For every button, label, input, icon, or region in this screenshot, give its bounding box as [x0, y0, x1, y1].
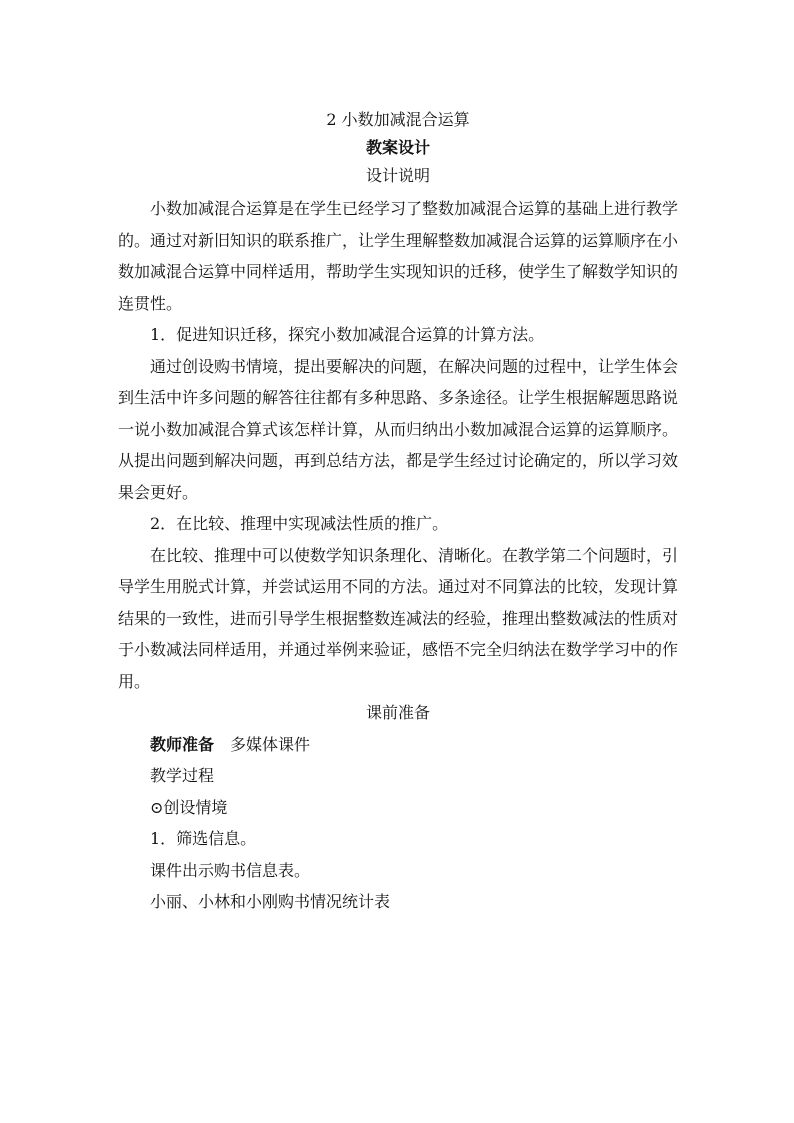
lesson-subheading: 教案设计	[365, 138, 430, 157]
lesson-heading: 2 小数加减混合运算	[326, 110, 470, 129]
scenario-label: ⊙创设情境	[150, 797, 228, 817]
point2-paragraph: 在比较、推理中可以使数学知识条理化、清晰化。在教学第二个问题时，引导学生用脱式计算，并尝试运用不同的方法。通过对不同算法的比较，发现计算结果的一致性，进而引导学生根据整数连减法的经验，推理出整数减法的性质对于小数减法同样适用，并通过举例来验证，感悟不完全归纳法在数学学习中的作用。	[118, 545, 679, 691]
section-title-prep: 课前准备	[365, 703, 430, 722]
intro-paragraph: 小数加减混合运算是在学生已经学习了整数加减混合运算的基础上进行教学的。通过对新旧知识的联系推广，让学生理解整数加减混合运算的运算顺序在小数加减混合运算中同样适用，帮助学生实现知识的迁移，使学生了解数学知识的连贯性。	[118, 199, 679, 313]
point1-paragraph: 通过创设购书情境，提出要解决的问题，在解决问题的过程中，让学生体会到生活中许多问题的解答往往都有多种思路、多条途径。让学生根据解题思路说一说小数加减混合算式该怎样计算，从而归纳出小数加减混合运算的运算顺序。从提出问题到解决问题，再到总结方法，都是学生经过讨论确定的，所以学习效果会更好。	[118, 356, 679, 502]
teaching-process-label: 教学过程	[150, 766, 215, 785]
point2-title: 2．在比较、推理中实现减法性质的推广。	[150, 514, 449, 533]
teacher-prep-value: 多媒体课件	[230, 734, 311, 754]
courseware-line: 课件出示购书信息表。	[150, 860, 311, 880]
table-caption: 小丽、小林和小刚购书情况统计表	[150, 892, 391, 911]
step1-line: 1．筛选信息。	[150, 829, 257, 848]
document-body	[118, 106, 678, 918]
teacher-prep-label: 教师准备	[150, 734, 215, 754]
point1-title: 1．促进知识迁移，探究小数加减混合运算的计算方法。	[150, 325, 545, 344]
teacher-prep-line	[118, 729, 678, 761]
section-title-design: 设计说明	[365, 166, 430, 185]
